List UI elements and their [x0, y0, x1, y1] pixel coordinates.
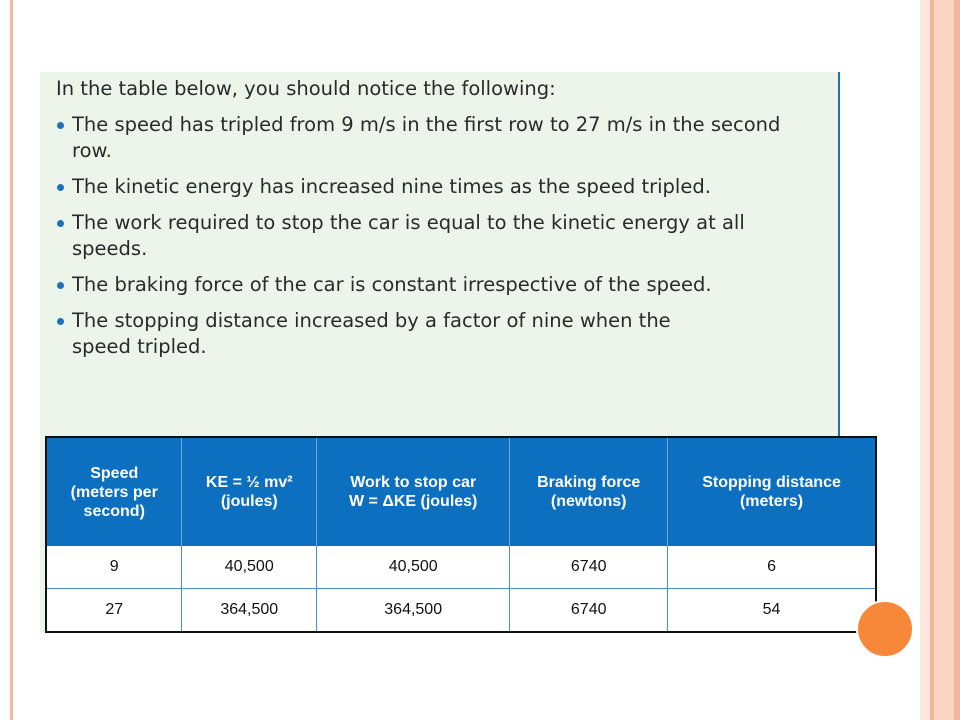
column-header-work: Work to stop car W = ΔKE (joules)	[317, 437, 510, 546]
table-row	[46, 546, 876, 589]
decorative-orange-circle	[856, 600, 914, 658]
column-header-braking-force: Braking force (newtons)	[510, 437, 668, 546]
bullet-list	[54, 112, 824, 370]
energy-table	[45, 436, 877, 633]
bullet-dot-icon	[57, 184, 64, 191]
bullet-item: The stopping distance increased by a factor of nine when the speed tripled.	[54, 308, 732, 360]
bullet-item: The speed has tripled from 9 m/s in the first row to 27 m/s in the second row.	[54, 112, 824, 164]
table-cell: 40,500	[317, 546, 510, 589]
slide-border-band	[934, 0, 954, 720]
table-cell: 9	[109, 558, 119, 575]
column-header-stopping-distance: Stopping distance (meters)	[668, 437, 876, 546]
table-cell: 6740	[510, 589, 668, 633]
table-cell: 6	[668, 546, 876, 589]
table-row	[46, 589, 876, 633]
bullet-item: The work required to stop the car is equal to the kinetic energy at all speeds.	[54, 210, 752, 262]
table-cell: 6740	[510, 546, 668, 589]
bullet-dot-icon	[57, 122, 64, 129]
table-header-row	[46, 437, 876, 546]
bullet-dot-icon	[57, 220, 64, 227]
table-cell: 364,500	[317, 589, 510, 633]
column-header-kinetic-energy: KE = ½ mv² (joules)	[182, 437, 317, 546]
bullet-item: The braking force of the car is constant irrespective of the speed.	[54, 272, 824, 298]
table-cell: 364,500	[182, 589, 317, 633]
bullet-item: The kinetic energy has increased nine times as the speed tripled.	[54, 174, 824, 200]
bullet-dot-icon	[57, 318, 64, 325]
table-cell: 54	[668, 589, 876, 633]
table-cell: 40,500	[182, 546, 317, 589]
table-cell: 27	[46, 589, 182, 633]
column-header-speed: Speed (meters per second)	[46, 437, 182, 546]
intro-text: In the table below, you should notice the following:	[56, 77, 556, 100]
slide-border-band	[954, 0, 960, 720]
bullet-dot-icon	[57, 282, 64, 289]
slide-border-band	[920, 0, 930, 720]
slide-frame-left-rule	[10, 0, 13, 720]
